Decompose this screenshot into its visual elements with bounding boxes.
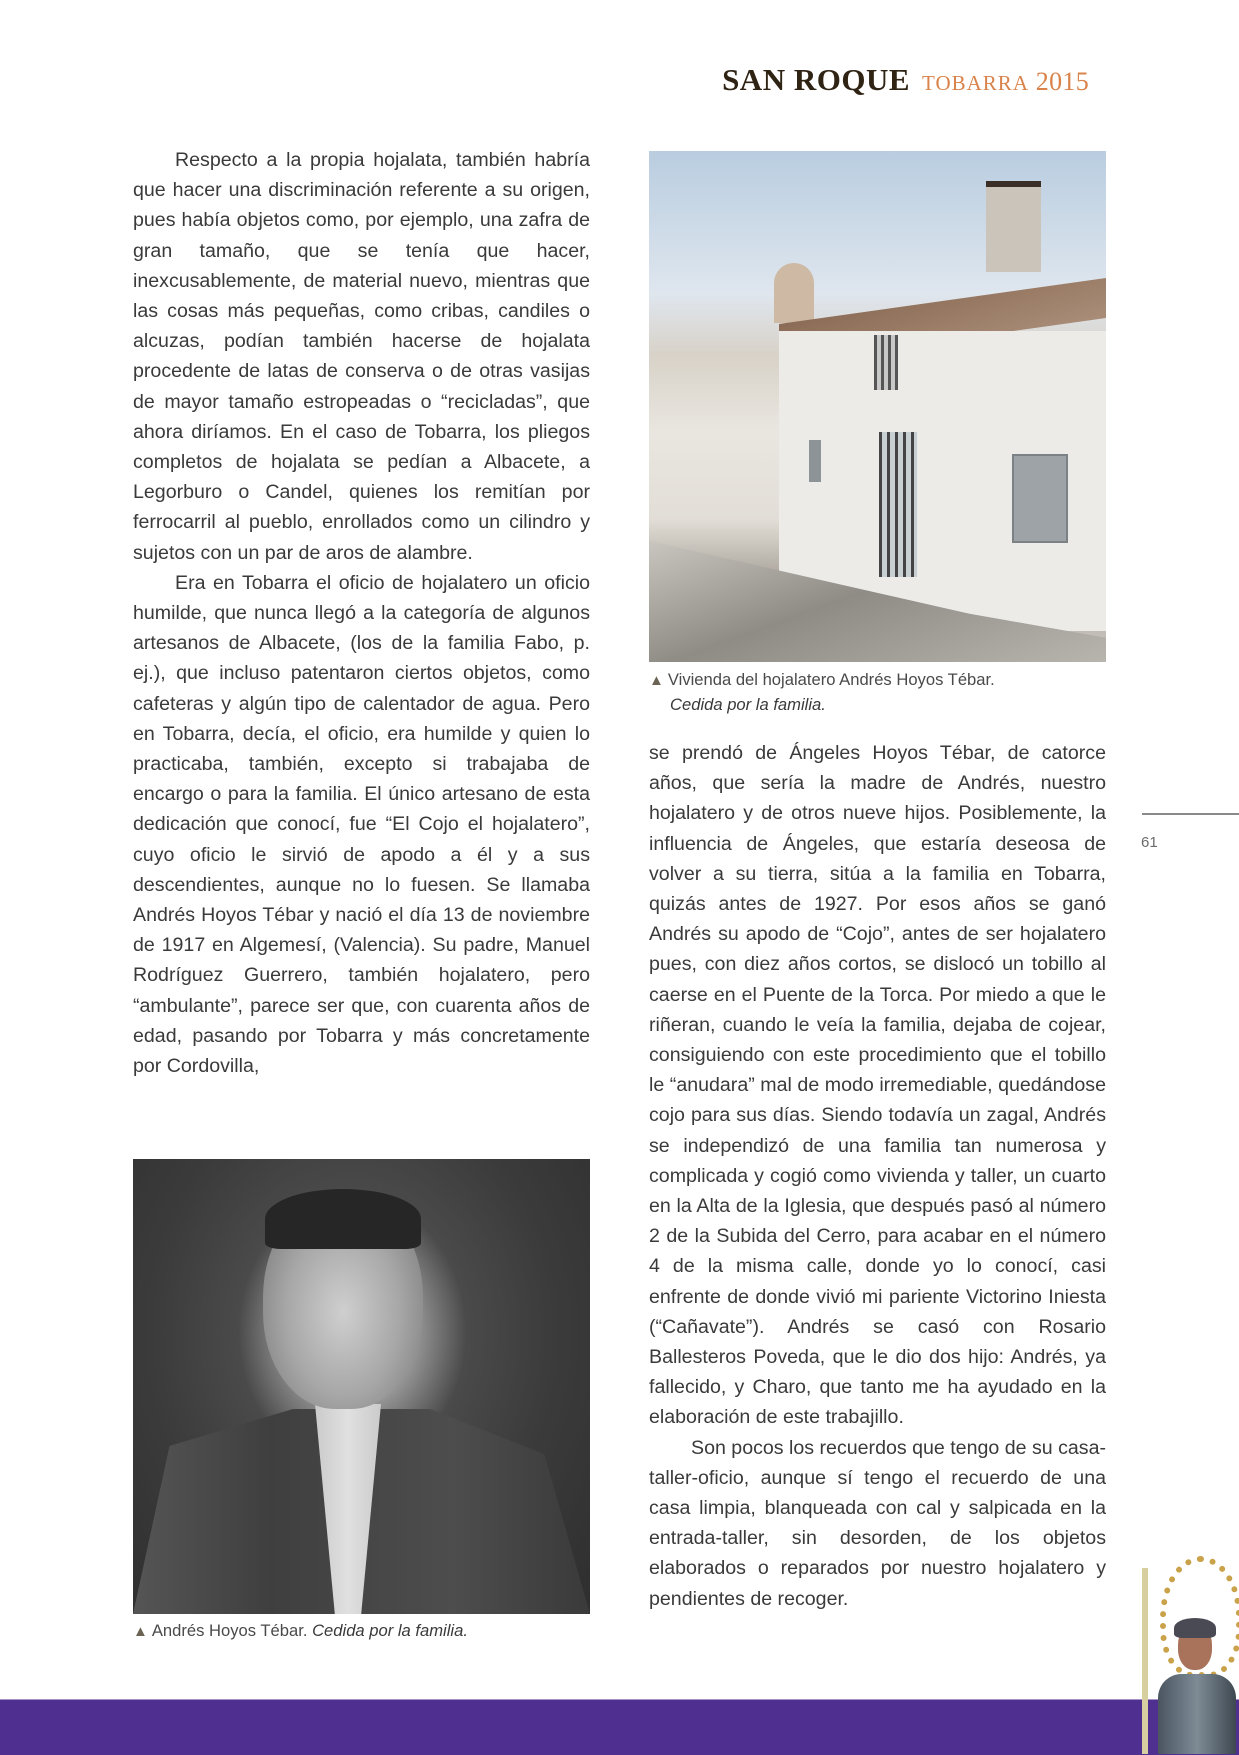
- magazine-title: SAN ROQUE: [722, 62, 911, 97]
- caption-credit: Cedida por la familia.: [312, 1621, 468, 1640]
- window-shape: [1012, 454, 1068, 543]
- caption-text: Andrés Hoyos Tébar.: [151, 1621, 308, 1640]
- window-shape: [809, 440, 821, 482]
- staff-icon: [1142, 1568, 1148, 1754]
- bell-tower-shape: [774, 263, 814, 323]
- left-column: [133, 145, 590, 1081]
- page-number-rule: [1142, 813, 1239, 815]
- subtitle-year: 2015: [1035, 67, 1089, 96]
- paragraph: Era en Tobarra el oficio de hojalatero un oficio humilde, que nunca llegó a la categoría de algunos artesanos de Albacete, (los de la familia Fabo, p. ej.), que incluso patentaron ciertos objetos, como cafeteras y algún tipo de calentador de agua. Pero en Tobarra, decía, el oficio, era humilde y quien lo practicaba, también, excepto si trabajaba de encargo o para la familia. El único artesano de esta dedicación que conocí, fue “El Cojo el hojalatero”, cuyo oficio le sirvió de apodo a él y a sus descendientes, aunque no lo fuesen. Se llamaba Andrés Hoyos Tébar y nació el día 13 de noviembre de 1917 en Algemesí, (Valencia). Su padre, Manuel Rodríguez Guerrero, también hojalatero, pero “ambulante”, parece ser que, con cuarenta años de edad, pasando por Tobarra y más concretamente por Cordovilla,: [133, 571, 590, 1078]
- footer-band: [0, 1699, 1239, 1755]
- house-photo-caption: [649, 668, 1109, 717]
- running-header: [722, 62, 1089, 98]
- triangle-up-icon: ▲: [133, 1623, 148, 1640]
- magazine-subtitle: [922, 67, 1089, 96]
- subtitle-place: TOBARRA: [922, 71, 1029, 95]
- hair-shape: [265, 1189, 421, 1249]
- door-shape: [879, 432, 917, 577]
- house-photo: [649, 151, 1106, 662]
- statue-hair: [1174, 1618, 1216, 1638]
- paragraph: Respecto a la propia hojalata, también habría que hacer una discriminación referente a su origen, pues había objetos como, por ejemplo, una zafra de gran tamaño, que se tenía que hacer, inexcusablemente, de material nuevo, mientras que las cosas más pequeñas, como cribas, candiles o alcuzas, podían también hacerse de hojalata procedente de latas de conserva o de otras vasijas de mayor tamaño estropeadas o “recicladas”, que ahora diríamos. En el caso de Tobarra, los pliegos completos de hojalata se pedían a Albacete, a Legorburo o Candel, quienes los remitían por ferrocarril al pueblo, enrollados como un cilindro y sujetos con un par de aros de alambre.: [133, 149, 590, 564]
- portrait-photo-caption: [133, 1619, 603, 1644]
- window-shape: [874, 335, 898, 390]
- paragraph: se prendó de Ángeles Hoyos Tébar, de catorce años, que sería la madre de Andrés, nuestro hojalatero y de otros nueve hijos. Posiblemente, la influencia de Ángeles, que estaría deseosa de volver a su tierra, sitúa a la familia en Tobarra, quizás antes de 1927. Por esos años se ganó Andrés su apodo de “Cojo”, antes de ser hojalatero pues, con diez años cortos, se dislocó un tobillo al caerse en el Puente de la Torca. Por miedo a que le riñeran, cuando le veía la familia, dejaba de cojear, consiguiendo con este procedimiento que el tobillo le “anudara” mal de modo irremediable, quedándose cojo para sus días. Siendo todavía un zagal, Andrés se independizó de una familia tan numerosa y complicada y cogió como vivienda y taller, un cuarto en la Alta de la Iglesia, que después pasó al número 2 de la Subida del Cerro, para acabar en el número 4 de la misma calle, donde yo lo conocí, casi enfrente de donde vivió mi pariente Victorino Iniesta (“Cañavate”). Andrés se casó con Rosario Ballesteros Poveda, que le dio dos hijo: Andrés, ya fallecido, y Charo, que tanto me ha ayudado en la elaboración de este trabajillo.: [649, 742, 1106, 1429]
- page-number: 61: [1141, 834, 1158, 851]
- saint-statue-image: [1120, 1556, 1239, 1754]
- triangle-up-icon: ▲: [649, 672, 664, 689]
- portrait-photo: [133, 1159, 590, 1614]
- caption-credit: Cedida por la familia.: [670, 695, 826, 714]
- right-column: [649, 738, 1106, 1614]
- chimney-shape: [986, 181, 1041, 272]
- statue-body: [1158, 1674, 1236, 1754]
- paragraph: Son pocos los recuerdos que tengo de su casa-taller-oficio, aunque sí tengo el recuerdo de una casa limpia, blanqueada con cal y salpicada en la entrada-taller, sin desorden, de los objetos elaborados o reparados por nuestro hojalatero y pendientes de recoger.: [649, 1436, 1106, 1610]
- caption-text: Vivienda del hojalatero Andrés Hoyos Tébar.: [667, 670, 995, 689]
